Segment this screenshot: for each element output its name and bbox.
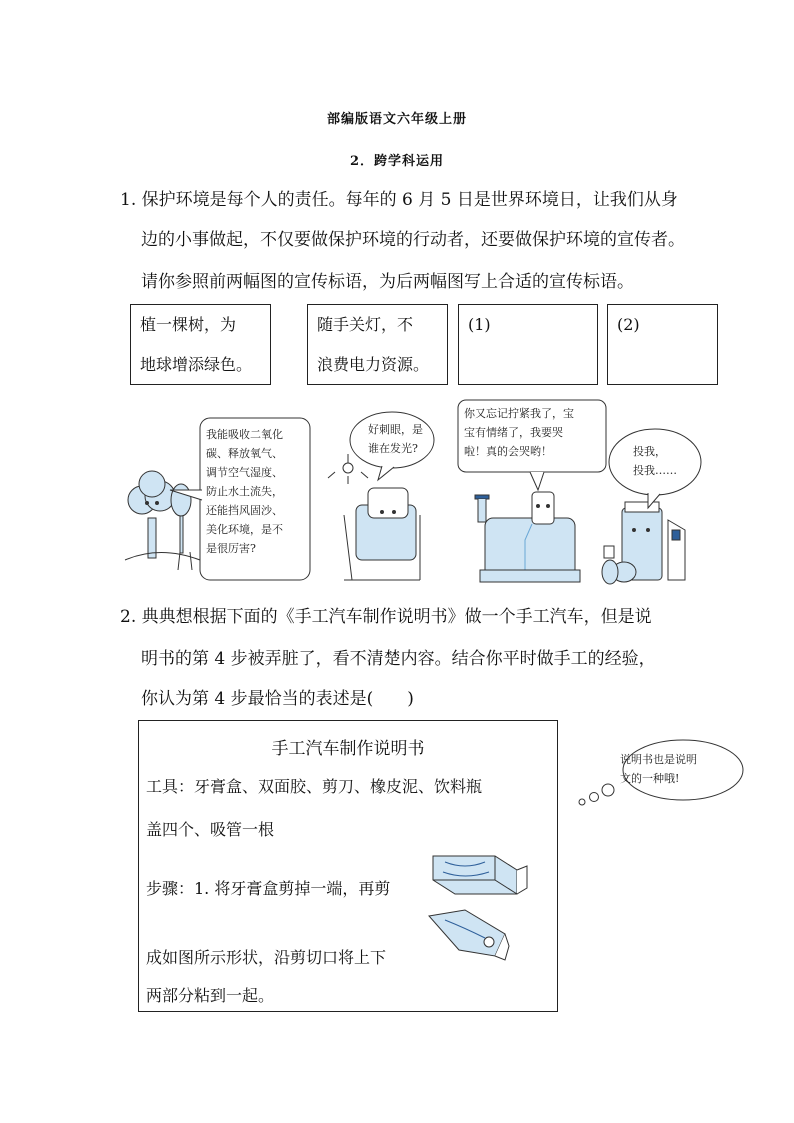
section-title: 2．跨学科运用 xyxy=(349,154,445,169)
thought-bubble-text xyxy=(620,750,697,788)
manual-step1-line3: 两部分粘到一起。 xyxy=(146,986,275,1005)
thought-bubble-line: 文的一种哦! xyxy=(620,772,680,785)
tap-illustration xyxy=(475,492,580,582)
tree-bubble-line: 还能挡风固沙、 xyxy=(206,504,283,517)
tree-bubble-line: 调节空气湿度、 xyxy=(206,466,283,479)
q2-line-3: 你认为第 4 步最恰当的表述是( ) xyxy=(141,689,414,709)
tap-bubble-line: 宝有情绪了，我要哭 xyxy=(464,426,563,439)
bin-bubble-line: 投我…… xyxy=(633,464,677,477)
tree-bubble-text xyxy=(206,425,283,558)
slogan-light-line2: 浪费电力资源。 xyxy=(317,355,430,374)
q1-line-3: 请你参照前两幅图的宣传标语，为后两幅图写上合适的宣传标语。 xyxy=(141,272,634,292)
tap-bubble-line: 你又忘记拧紧我了，宝 xyxy=(464,407,574,420)
slogan-box-tree xyxy=(130,304,271,385)
slogan-answer-box-1[interactable] xyxy=(458,304,598,385)
tree-bubble-line: 防止水土流失， xyxy=(206,485,283,498)
tree-bubble-line: 是很厉害? xyxy=(206,542,256,555)
slogan-light-line1: 随手关灯，不 xyxy=(317,315,414,334)
q2-line-1: 2. 典典想根据下面的《手工汽车制作说明书》做一个手工汽车，但是说 xyxy=(120,607,652,627)
q2-line-2: 明书的第 4 步被弄脏了，看不清楚内容。结合你平时做手工的经验， xyxy=(141,649,656,669)
slogan-answer-box-2[interactable] xyxy=(607,304,718,385)
slogan-tree-line2: 地球增添绿色。 xyxy=(140,355,253,374)
tap-bubble-text xyxy=(464,404,574,461)
manual-step1-line1: 步骤：1. 将牙膏盒剪掉一端，再剪 xyxy=(146,879,391,898)
bed-bubble-line: 谁在发光? xyxy=(368,442,418,455)
slogan-answer-label-1: (1) xyxy=(468,315,491,334)
tree-illustration xyxy=(125,471,200,570)
manual-tools-line2: 盖四个、吸管一根 xyxy=(146,820,275,839)
thought-bubble-line: 说明书也是说明 xyxy=(620,753,697,766)
slogan-box-light xyxy=(307,304,448,385)
q1-line-2: 边的小事做起，不仅要做保护环境的行动者，还要做保护环境的宣传者。 xyxy=(141,230,685,250)
slogan-tree-line1: 植一棵树，为 xyxy=(140,315,237,334)
bin-bubble-line: 投我， xyxy=(633,445,666,458)
manual-step1-line2: 成如图所示形状，沿剪切口将上下 xyxy=(146,948,387,967)
toothpaste-box-illustration xyxy=(425,850,535,970)
tree-bubble-line: 美化环境，是不 xyxy=(206,523,283,536)
manual-tools-line1: 工具：牙膏盒、双面胶、剪刀、橡皮泥、饮料瓶 xyxy=(146,777,483,796)
bin-illustration xyxy=(602,502,685,584)
q1-line-1: 1. 保护环境是每个人的责任。每年的 6 月 5 日是世界环境日，让我们从身 xyxy=(120,190,678,210)
slogan-answer-label-2: (2) xyxy=(617,315,640,334)
tap-bubble-line: 啦！真的会哭哟！ xyxy=(464,445,552,458)
document-header: 部编版语文六年级上册 xyxy=(326,112,467,127)
tree-bubble-line: 碳、释放氧气、 xyxy=(206,447,283,460)
manual-title: 手工汽车制作说明书 xyxy=(271,739,425,759)
tree-bubble-line: 我能吸收二氧化 xyxy=(206,428,283,441)
bed-illustration xyxy=(328,454,420,580)
bed-bubble-text xyxy=(368,420,423,458)
bin-bubble-text xyxy=(633,442,677,480)
bed-bubble-line: 好刺眼，是 xyxy=(368,423,423,436)
